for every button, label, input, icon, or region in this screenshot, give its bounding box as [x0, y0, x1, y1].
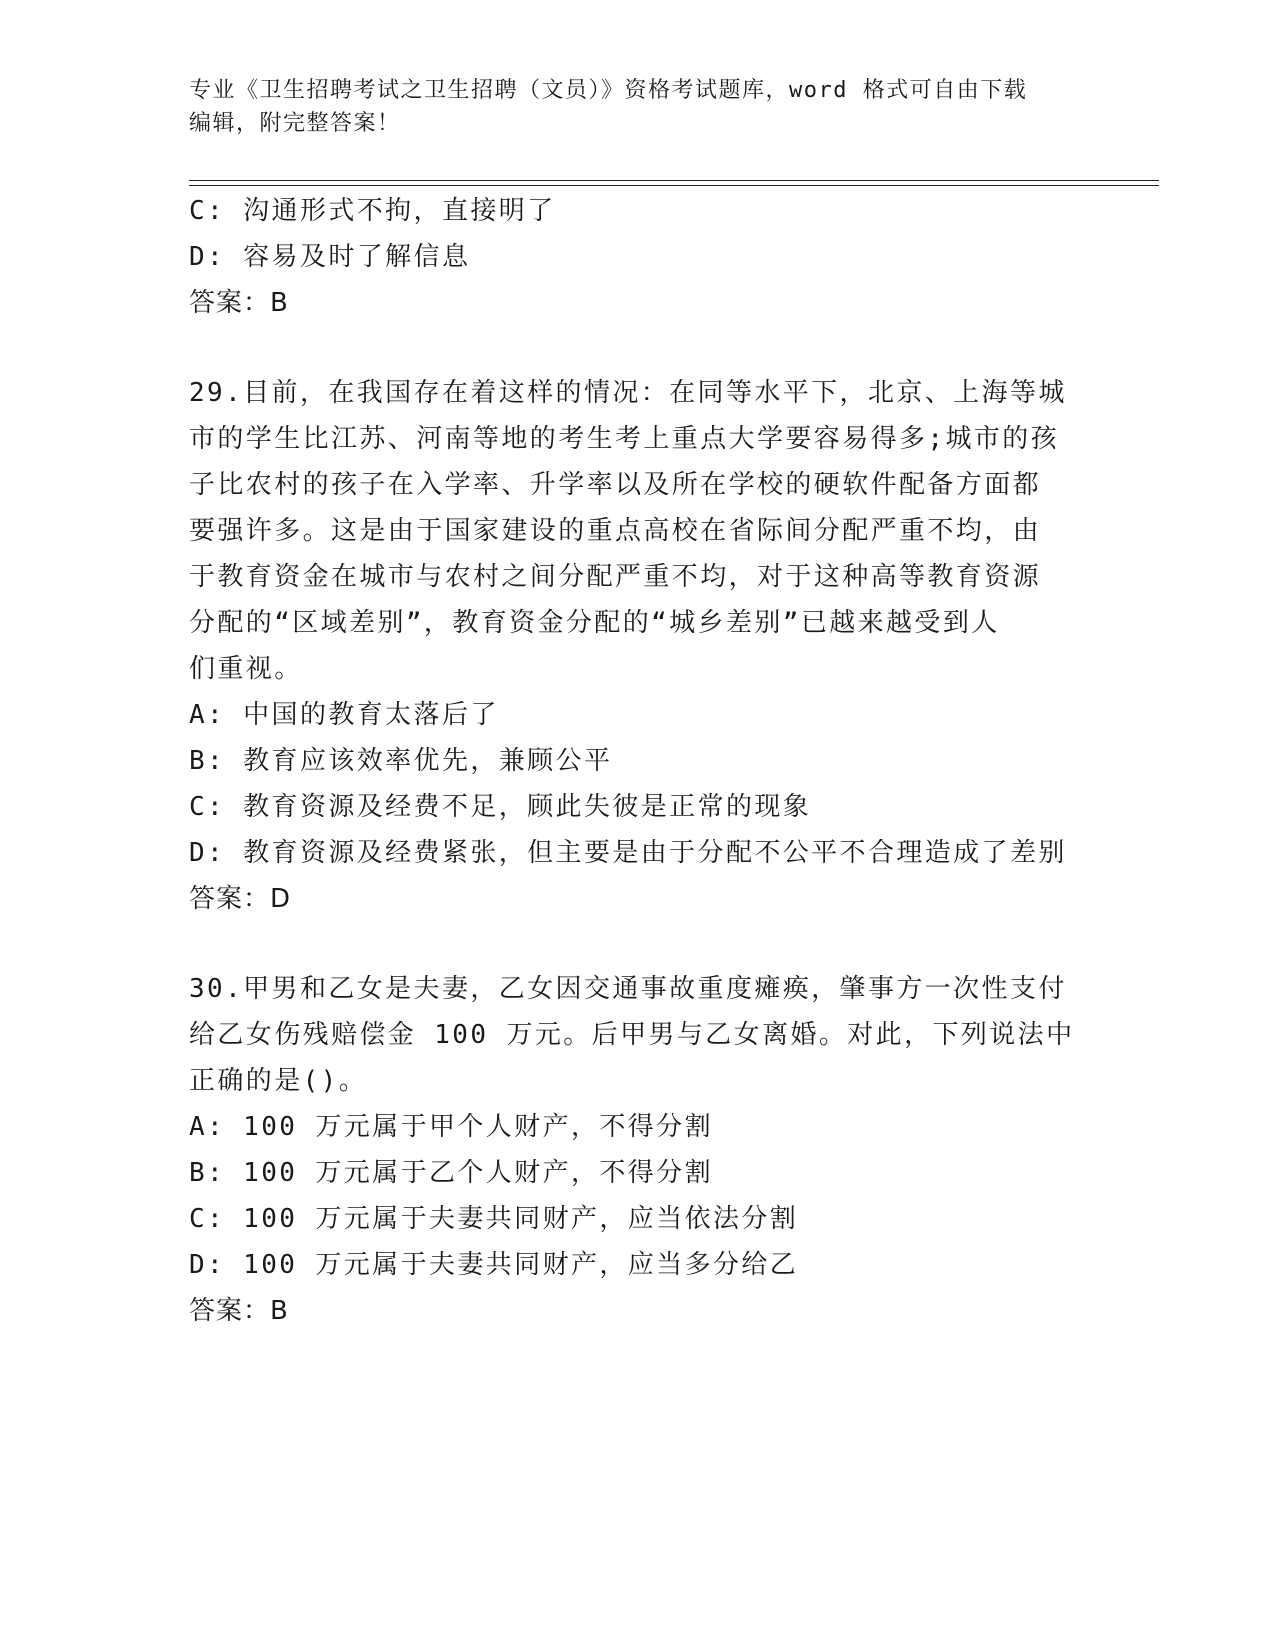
q29-stem-line: 们重视。	[189, 654, 303, 684]
q30-stem-line: 30.甲男和乙女是夫妻，乙女因交通事故重度瘫痪，肇事方一次性支付	[189, 974, 1067, 1004]
q29-stem-line: 29.目前，在我国存在着这样的情况：在同等水平下，北京、上海等城	[189, 378, 1067, 408]
question-30	[189, 966, 1089, 1334]
q30-answer: 答案：B	[189, 1296, 289, 1326]
q29-option-c: C: 教育资源及经费不足，顾此失彼是正常的现象	[189, 792, 812, 822]
q29-stem-line: 市的学生比江苏、河南等地的考生考上重点大学要容易得多;城市的孩	[189, 424, 1060, 454]
spacer	[189, 326, 1089, 370]
document-body	[189, 188, 1089, 1334]
q30-stem-line: 正确的是()。	[189, 1066, 368, 1096]
header-line-1: 专业《卫生招聘考试之卫生招聘（文员）》资格考试题库，word 格式可自由下载	[189, 78, 1028, 103]
question-28-tail	[189, 188, 1089, 326]
q28-option-d: D: 容易及时了解信息	[189, 242, 471, 272]
q30-option-c: C: 100 万元属于夫妻共同财产，应当依法分割	[189, 1204, 799, 1234]
q29-stem-line: 于教育资金在城市与农村之间分配严重不均，对于这种高等教育资源	[189, 562, 1042, 592]
header-line-2: 编辑，附完整答案！	[189, 111, 401, 136]
q29-stem-line: 子比农村的孩子在入学率、升学率以及所在学校的硬软件配备方面都	[189, 470, 1042, 500]
q28-option-c: C: 沟通形式不拘，直接明了	[189, 196, 556, 226]
header-divider-top	[189, 180, 1159, 181]
header-divider-bottom	[189, 185, 1159, 186]
q30-option-d: D: 100 万元属于夫妻共同财产，应当多分给乙	[189, 1250, 799, 1280]
document-header	[189, 74, 1089, 140]
q30-option-a: A: 100 万元属于甲个人财产，不得分割	[189, 1112, 713, 1142]
spacer	[189, 922, 1089, 966]
q28-answer: 答案：B	[189, 288, 289, 318]
q29-answer: 答案：D	[189, 884, 292, 914]
q29-option-d: D: 教育资源及经费紧张，但主要是由于分配不公平不合理造成了差别	[189, 838, 1067, 868]
q29-stem-line: 要强许多。这是由于国家建设的重点高校在省际间分配严重不均，由	[189, 516, 1042, 546]
q30-stem-line: 给乙女伤残赔偿金 100 万元。后甲男与乙女离婚。对此，下列说法中	[189, 1020, 1075, 1050]
q29-option-b: B: 教育应该效率优先，兼顾公平	[189, 746, 613, 776]
q29-option-a: A: 中国的教育太落后了	[189, 700, 499, 730]
q30-option-b: B: 100 万元属于乙个人财产，不得分割	[189, 1158, 713, 1188]
question-29	[189, 370, 1089, 922]
q29-stem-line: 分配的“区域差别”，教育资金分配的“城乡差别”已越来越受到人	[189, 608, 1000, 638]
